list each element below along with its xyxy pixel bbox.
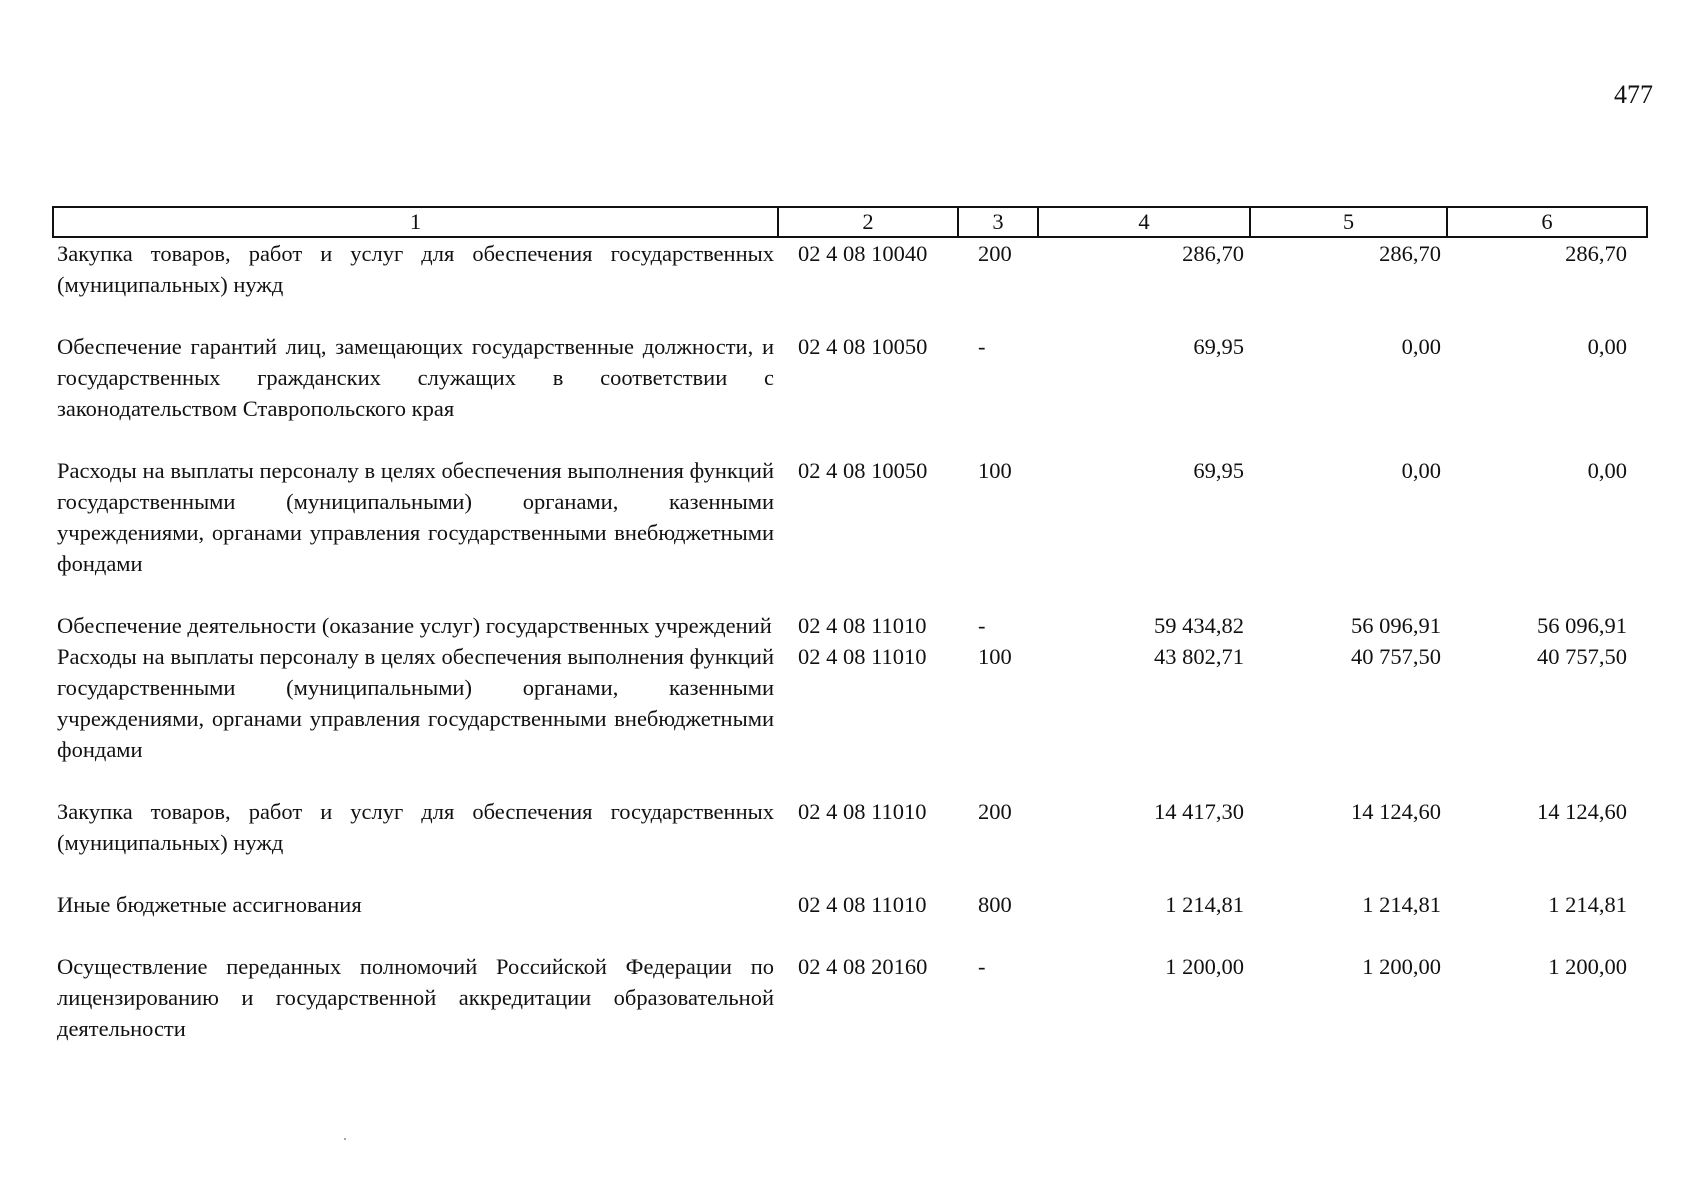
header-col-1: 1: [53, 207, 778, 237]
row-expense-type: 100: [978, 644, 1012, 669]
row-value-col5: 286,70: [1379, 241, 1441, 266]
row-value-col5: 56 096,91: [1351, 613, 1441, 638]
row-name: Обеспечение деятельности (оказание услуг) государственных учреждений: [57, 613, 772, 638]
row-expense-type: 200: [978, 799, 1012, 824]
row-expense-type: 200: [978, 241, 1012, 266]
row-value-col4: 69,95: [1193, 458, 1244, 483]
row-expense-type: 800: [978, 892, 1012, 917]
table-row: [53, 237, 1647, 331]
row-value-col4: 14 417,30: [1154, 799, 1244, 824]
row-value-col6: 1 214,81: [1548, 892, 1627, 917]
page-number: 477: [1614, 80, 1653, 109]
table-row: [53, 796, 1647, 889]
row-code: 02 4 08 11010: [798, 644, 927, 669]
row-value-col6: 286,70: [1565, 241, 1627, 266]
row-value-col4: 1 214,81: [1165, 892, 1244, 917]
row-value-col4: 43 802,71: [1154, 644, 1244, 669]
row-code: 02 4 08 10050: [798, 458, 928, 483]
row-expense-type: -: [978, 334, 986, 359]
row-code: 02 4 08 10040: [798, 241, 928, 266]
header-col-4: 4: [1038, 207, 1250, 237]
table-row: [53, 610, 1647, 641]
row-value-col5: 1 214,81: [1362, 892, 1441, 917]
scan-speck: [344, 1138, 346, 1140]
row-value-col6: 56 096,91: [1537, 613, 1627, 638]
row-code: 02 4 08 11010: [798, 613, 927, 638]
row-value-col6: 40 757,50: [1537, 644, 1627, 669]
row-code: 02 4 08 11010: [798, 892, 927, 917]
row-value-col4: 1 200,00: [1165, 954, 1244, 979]
table-row: [53, 641, 1647, 796]
budget-table: [52, 206, 1648, 1044]
row-value-col4: 59 434,82: [1154, 613, 1244, 638]
row-code: 02 4 08 20160: [798, 954, 928, 979]
row-name: Расходы на выплаты персоналу в целях обеспечения выполнения функций государственными (муниципальными) органами, казенными учреждениями, органами управления государственными внебюджетными фондами: [57, 644, 774, 762]
row-expense-type: -: [978, 954, 986, 979]
row-value-col5: 0,00: [1401, 458, 1441, 483]
row-name: Расходы на выплаты персоналу в целях обеспечения выполнения функций государственными (муниципальными) органами, казенными учреждениями, органами управления государственными внебюджетными фондами: [57, 458, 774, 576]
row-value-col5: 1 200,00: [1362, 954, 1441, 979]
table-row: [53, 889, 1647, 951]
row-value-col4: 69,95: [1193, 334, 1244, 359]
header-col-3: 3: [958, 207, 1038, 237]
header-col-2: 2: [778, 207, 958, 237]
row-name: Обеспечение гарантий лиц, замещающих государственные должности, и государственных гражданских служащих в соответствии с законодательством Ставропольского края: [57, 334, 774, 421]
row-expense-type: -: [978, 613, 986, 638]
header-row: [53, 207, 1647, 237]
row-value-col6: 0,00: [1587, 458, 1627, 483]
row-value-col6: 14 124,60: [1537, 799, 1627, 824]
table-header: [53, 207, 1647, 237]
row-value-col5: 14 124,60: [1351, 799, 1441, 824]
table-body: [53, 237, 1647, 1044]
table-row: [53, 951, 1647, 1044]
row-value-col6: 1 200,00: [1548, 954, 1627, 979]
row-value-col5: 0,00: [1401, 334, 1441, 359]
row-name: Закупка товаров, работ и услуг для обеспечения государственных (муниципальных) нужд: [57, 241, 774, 297]
row-value-col6: 0,00: [1587, 334, 1627, 359]
row-code: 02 4 08 11010: [798, 799, 927, 824]
row-value-col5: 40 757,50: [1351, 644, 1441, 669]
table-row: [53, 331, 1647, 455]
header-col-6: 6: [1447, 207, 1647, 237]
row-code: 02 4 08 10050: [798, 334, 928, 359]
row-name: Закупка товаров, работ и услуг для обеспечения государственных (муниципальных) нужд: [57, 799, 774, 855]
header-col-5: 5: [1250, 207, 1447, 237]
table-row: [53, 455, 1647, 610]
row-name: Осуществление переданных полномочий Российской Федерации по лицензированию и государственной аккредитации образовательной деятельности: [57, 954, 774, 1041]
row-expense-type: 100: [978, 458, 1012, 483]
row-name: Иные бюджетные ассигнования: [57, 892, 362, 917]
row-value-col4: 286,70: [1182, 241, 1244, 266]
